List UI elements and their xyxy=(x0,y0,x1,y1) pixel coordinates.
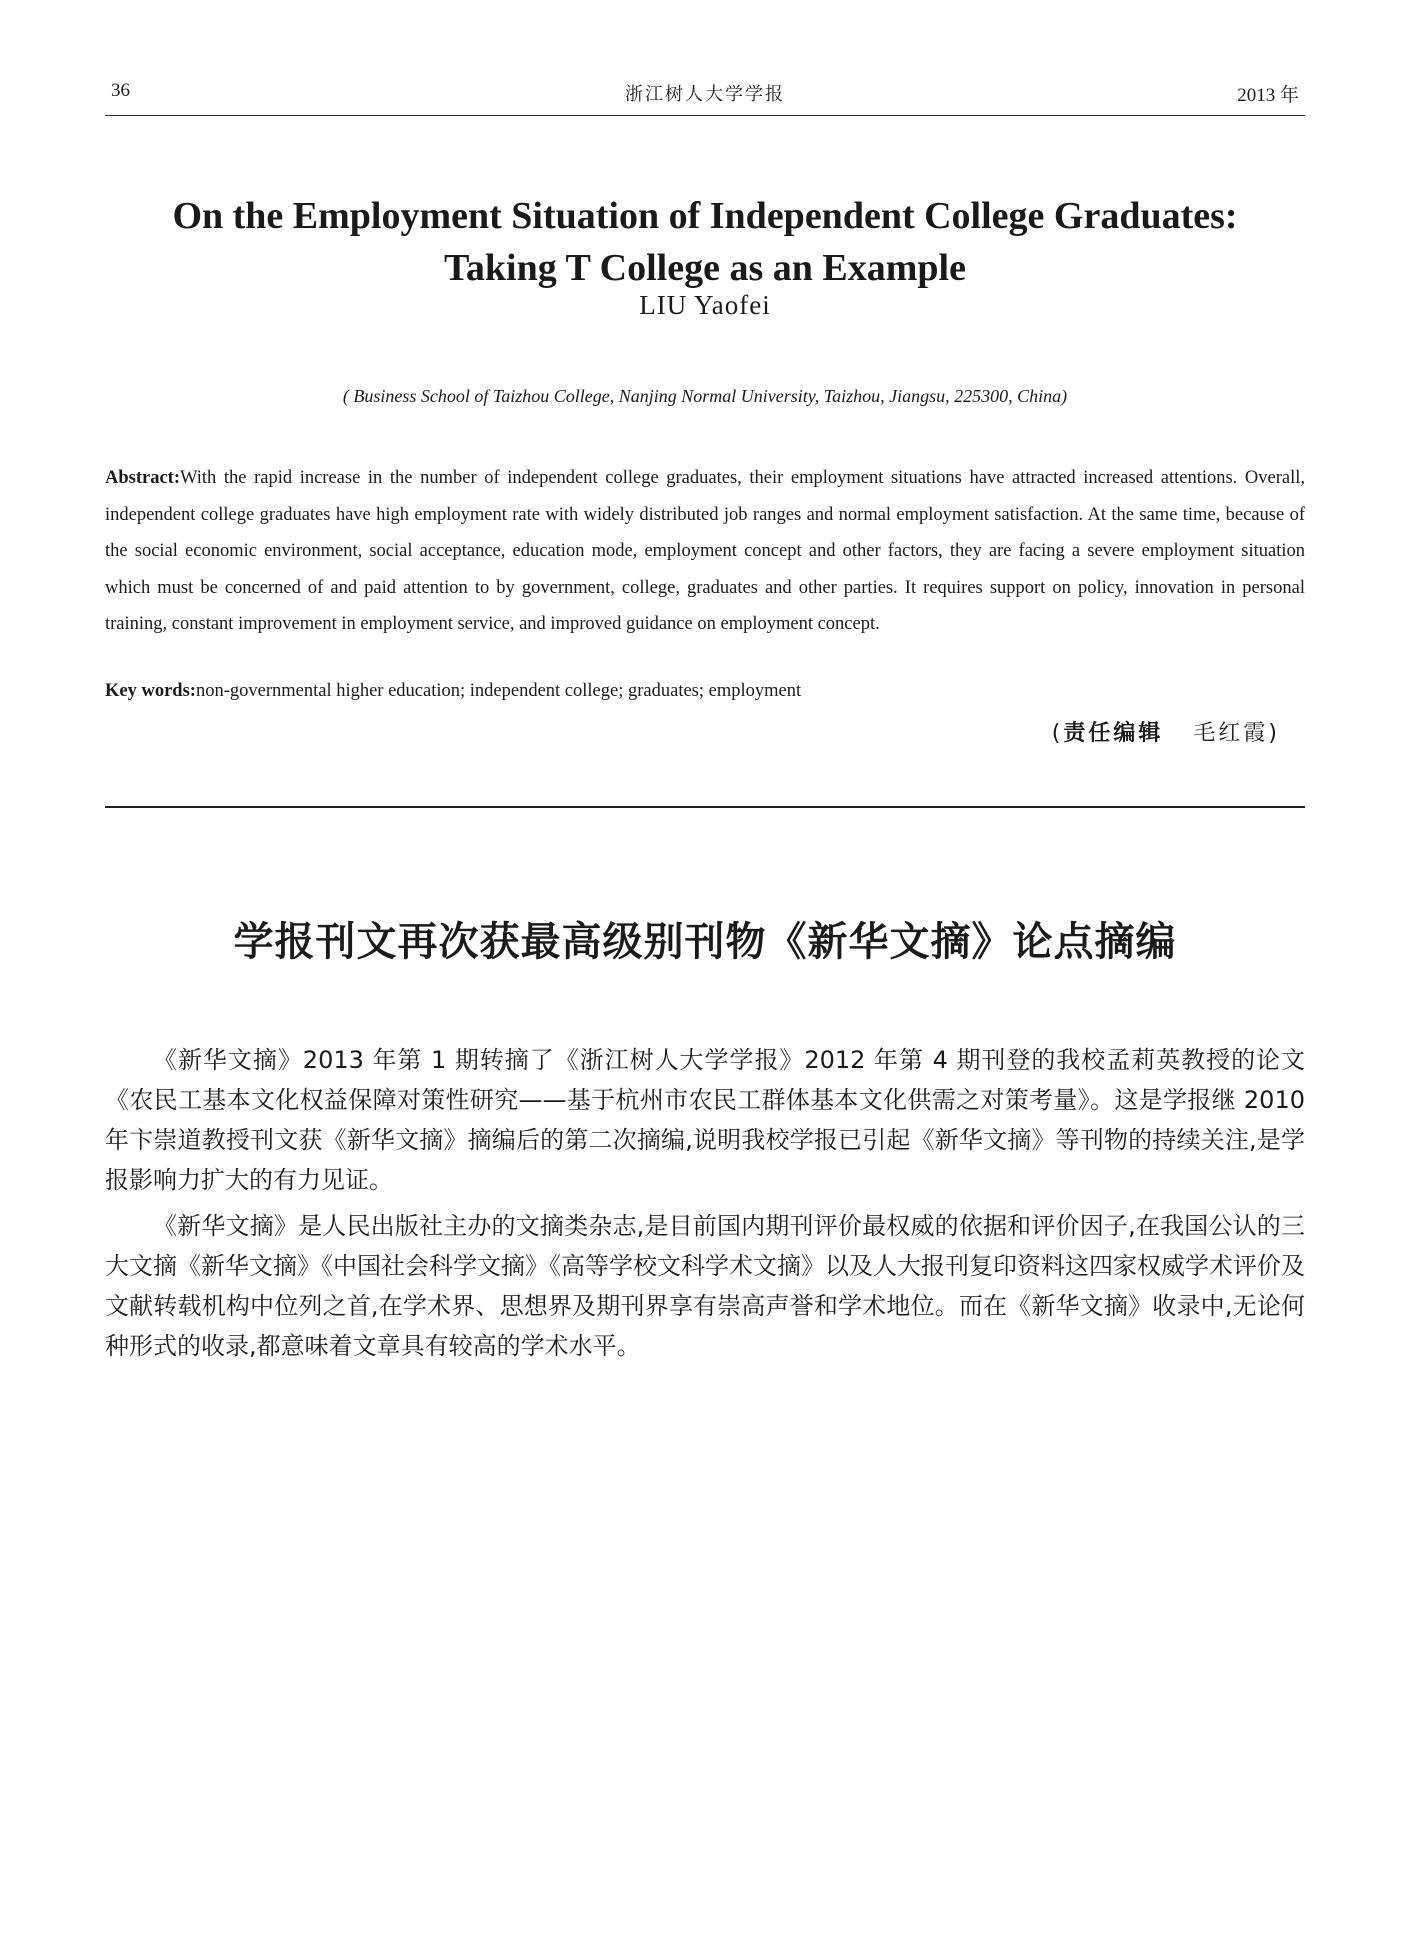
keywords xyxy=(105,674,1305,708)
notice-body xyxy=(105,1040,1305,1366)
notice-title: 学报刊文再次获最高级别刊物《新华文摘》论点摘编 xyxy=(233,919,1177,965)
abstract-text: With the rapid increase in the number of independent college graduates, their employment situations have attracted increased attentions. Overall, independent college graduates have high employment rate with widely distributed job ranges and normal employment satisfaction. At the same time, because of the social economic environment, social acceptance, education mode, employment concept and other factors, they are facing a severe employment situation which must be concerned of and paid attention to by government, college, graduates and other parties. It requires support on policy, innovation in personal training, constant improvement in employment service, and improved guidance on employment concept. xyxy=(105,468,1305,634)
keywords-text: non-governmental higher education; independent college; graduates; employment xyxy=(195,681,802,701)
editor-role: 责任编辑 xyxy=(1063,721,1164,746)
article-title-line-2: Taking T College as an Example xyxy=(444,247,966,289)
article-author: LIU Yaofei xyxy=(639,290,771,320)
notice-paragraph: 《新华文摘》是人民出版社主办的文摘类杂志,是目前国内期刊评价最权威的依据和评价因子,在我国公认的三大文摘《新华文摘》《中国社会科学文摘》《高等学校文科学术文摘》以及人大报刊复印资料这四家权威学术评价及文献转载机构中位列之首,在学术界、思想界及期刊界享有崇高声誉和学术地位。而在《新华文摘》收录中,无论何种形式的收录,都意味着文章具有较高的学术水平。 xyxy=(105,1212,1305,1360)
abstract-label: Abstract: xyxy=(105,468,181,488)
keywords-label: Key words: xyxy=(105,681,196,701)
journal-name: 浙江树人大学学报 xyxy=(625,84,785,105)
responsible-editor xyxy=(1052,716,1280,747)
abstract xyxy=(105,460,1305,643)
section-divider xyxy=(105,806,1305,808)
editor-paren-close: ) xyxy=(1268,721,1280,746)
issue-year: 2013 年 xyxy=(1237,85,1299,106)
editor-paren-open: ( xyxy=(1051,721,1064,746)
notice-paragraph: 《新华文摘》2013 年第 1 期转摘了《浙江树人大学学报》2012 年第 4 期刊登的我校孟莉英教授的论文《农民工基本文化权益保障对策性研究——基于杭州市农民工群体基本文化供需之对策考量》。这是学报继 2010 年卞崇道教授刊文获《新华文摘》摘编后的第二次摘编,说明我校学报已引起《新华文摘》等刊物的持续关注,是学报影响力扩大的有力见证。 xyxy=(105,1046,1305,1194)
article-title-line-1: On the Employment Situation of Independent College Graduates: xyxy=(172,195,1238,237)
running-header xyxy=(105,80,1305,114)
header-divider xyxy=(105,115,1305,116)
page-number: 36 xyxy=(111,80,130,101)
author-affiliation: ( Business School of Taizhou College, Nanjing Normal University, Taizhou, Jiangsu, 225300, China) xyxy=(342,386,1068,406)
article-title xyxy=(105,190,1305,294)
editor-name: 毛红霞 xyxy=(1193,721,1269,746)
